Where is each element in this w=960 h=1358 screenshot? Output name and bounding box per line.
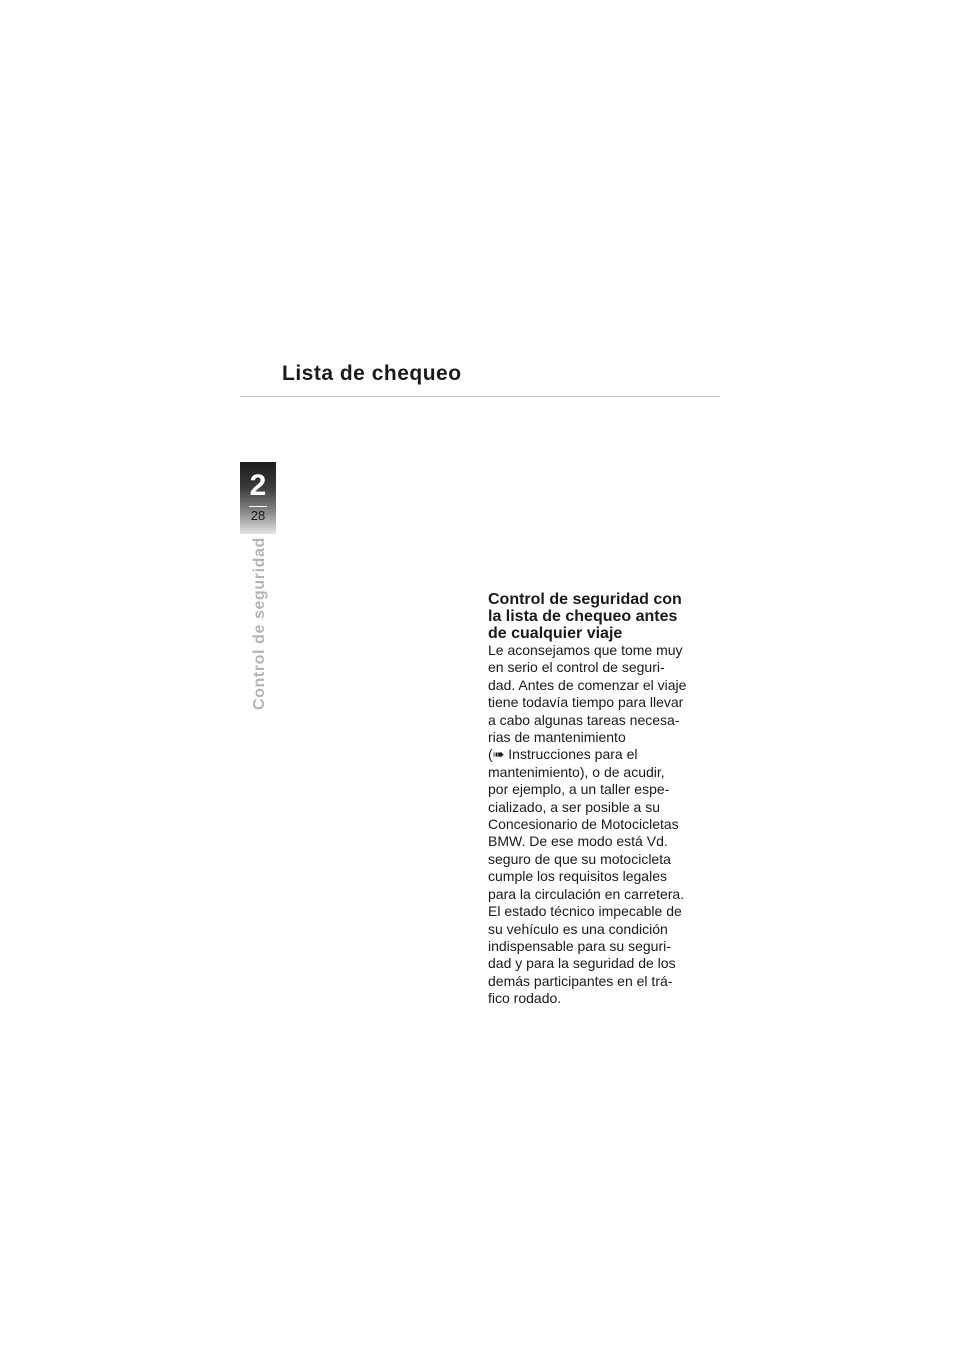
heading-line: de cualquier viaje [488,625,623,642]
chapter-divider [249,506,267,507]
body-line: indispensable para su seguri- [488,937,671,954]
body-line: a cabo algunas tareas necesa- [488,711,680,728]
heading-line: Control de seguridad con [488,591,682,608]
body-line: seguro de que su motocicleta [488,850,671,867]
body-line: Concesionario de Motocicletas [488,816,679,833]
body-line: su vehículo es una condición [488,920,668,937]
side-section-label: Control de seguridad [251,537,268,710]
body-line: Le aconsejamos que tome muy [488,642,683,658]
body-line: en serio el control de seguri- [488,659,665,676]
page-number: 28 [250,508,266,523]
body-line: tiene todavía tiempo para llevar [488,694,684,711]
chapter-tab [240,462,276,534]
title-divider [240,396,720,397]
body-line: demás participantes en el trá- [488,972,673,989]
body-line: cializado, a ser posible a su [488,798,660,815]
section-heading [488,591,703,642]
body-line: rias de mantenimiento [488,729,626,746]
heading-line: la lista de chequeo antes [488,608,678,625]
body-line: (➠ Instrucciones para el [488,746,638,763]
body-line: fico rodado. [488,990,562,1007]
content-column [488,591,703,1008]
body-line: dad y para la seguridad de los [488,955,676,972]
body-line: mantenimiento), o de acudir, [488,763,665,780]
body-line: dad. Antes de comenzar el viaje [488,676,687,693]
body-line: BMW. De ese modo está Vd. [488,833,668,850]
body-line: para la circulación en carretera. [488,885,685,902]
chapter-number: 2 [249,469,267,502]
body-line: por ejemplo, a un taller espe- [488,781,670,798]
body-line: El estado técnico impecable de [488,903,682,920]
body-line: cumple los requisitos legales [488,868,667,885]
page-title: Lista de chequeo [282,362,462,385]
section-body [488,642,703,1008]
